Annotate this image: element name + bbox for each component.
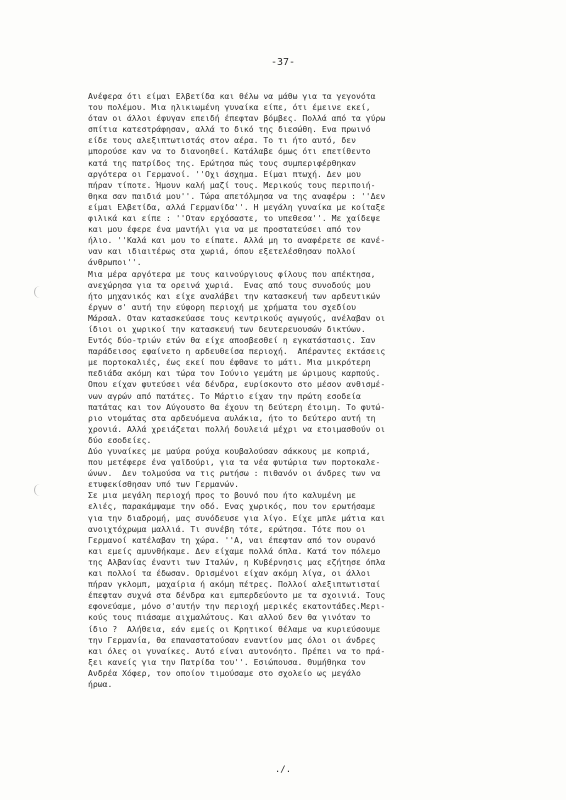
text-line: πήραν γκλομπ, μαχαίρια ή ακόμη πέτρες. Πολλοί αλεξιπτωτισταί	[88, 579, 381, 590]
text-line: πατάτας και τον Αύγουστο θα έχουν τη δεύτερη έτοιμη. Το φυτώ-	[88, 401, 386, 412]
text-line: ετυφεκίσθησαν υπό των Γερμανών.	[88, 479, 240, 490]
text-line: κατά της πατρίδος της. Ερώτησα πώς τους συμπεριφέρθηκαν	[88, 157, 357, 168]
text-line: και μου έφερε ένα μαντήλι για να με προστατεύσει από τον	[88, 224, 361, 235]
text-line: του πολέμου. Μια ηλικιωμένη γυναίκα είπε, ότι έμεινε εκεί,	[88, 102, 371, 113]
text-line: και πολλοί τα έδωσαν. Ορισμένοι είχαν ακόμη λίγα, οι άλλοι	[88, 568, 371, 579]
text-line: νων αγρών από πατάτες. Το Μάρτιο είχαν την πρώτη εσοδεία	[88, 390, 361, 401]
text-line: ήλιο. ''Καλά και μου το είπατε. Αλλά μη το αναφέρετε σε κανέ-	[88, 235, 386, 246]
text-line: ναν και ιδιαιτέρως στα χωριά, όπου εξετελέσθησαν πολλοί	[88, 246, 357, 257]
text-line: Εντός δύο-τριών ετών θα είχε αποσβεσθεί η εγκατάστασις. Σαν	[88, 335, 376, 346]
text-line: όταν οι άλλοι έφυγαν επειδή έπεφταν βόμβες. Πολλά από τα γύρω	[88, 113, 386, 124]
text-line: ξει κανείς για την Πατρίδα του''. Εσιώπουσα. Θυμήθηκα τον	[88, 656, 366, 667]
text-line: για την διαδρομή, μας συνόδευσε για λίγο. Είχε μπλε μάτια και	[88, 512, 386, 523]
text-line: πήραν τίποτε. Ήμουν καλή μαζί τους. Μερικούς τους περιποιή-	[88, 179, 376, 190]
text-line: άνθρωποι''.	[88, 257, 142, 268]
continuation-mark: ./.	[274, 765, 292, 775]
text-line: έργων σ' αυτή την εύφορη περιοχή με χρήματα του σχεδίου	[88, 301, 357, 312]
text-line: ήτο μηχανικός και είχε αναλάβει την κατασκευή των αρδευτικών	[88, 290, 381, 301]
text-line: ώνων. Δεν τολμούσα να τις ρωτήσω : πιθανόν οι άνδρες των να	[88, 468, 381, 479]
text-line: και εμείς αμυνθήκαμε. Δεν είχαμε πολλά όπλα. Κατά τον πόλεμο	[88, 545, 381, 556]
text-line: και όλες οι γυναίκες. Αυτό είναι αυτονόητο. Πρέπει να το πρά-	[88, 645, 386, 656]
text-line: εφονεύαμε, μόνο σ'αυτήν την περιοχή μερικές εκατοντάδες.Μερι-	[88, 601, 386, 612]
text-line: που μετέφερε ένα γαϊδούρι, για τα νέα φυτώρια των πορτοκαλε-	[88, 457, 381, 468]
margin-pencil-mark	[34, 286, 53, 298]
text-line: δύο εσοδείες.	[88, 434, 152, 445]
margin-pencil-mark	[34, 484, 53, 496]
text-line: Ανδρέα Χόφερ, τον οποίον τιμούσαμε στο σχολείο ως μεγάλο	[88, 667, 361, 678]
page-number: -37-	[270, 57, 296, 68]
text-line: ανεχώρησα για τα ορεινά χωριά. Ενας από τους συνοδούς μου	[88, 279, 371, 290]
text-line: έπεφταν συχνά στα δένδρα και εμπερδεύοντο με τα σχοινιά. Τους	[88, 590, 386, 601]
text-line: ίδιο ? Αλήθεια, εάν εμείς οι Κρητικοί θέλαμε να κυριεύσουμε	[88, 623, 381, 634]
text-line: ίδιοι οι χωρικοί την κατασκευή των δευτερευουσών δικτύων.	[88, 323, 366, 334]
text-line: της Αλβανίας έναντι των Ιταλών, η Κυβέρνησις μας εζήτησε όπλα	[88, 556, 386, 567]
text-line: παράδεισος εφαίνετο η αρδευθείσα περιοχή. Απέραντες εκτάσεις	[88, 346, 386, 357]
text-line: ανοιχτόχρωμα μαλλιά. Τι συνέβη τότε, ερώτησα. Τότε που οι	[88, 523, 366, 534]
text-line: Δύο γυναίκες με μαύρα ρούχα κουβαλούσαν σάκκους με κοπριά,	[88, 446, 371, 456]
text-line: Ανέφερα ότι είμαι Ελβετίδα και θέλω να μάθω για τα γεγονότα	[88, 91, 376, 101]
text-line: με πορτοκαλιές, έως εκεί που έφθανε το μάτι. Μια μικρότερη	[88, 357, 371, 368]
text-line: κούς τους πιάσαμε αιχμαλώτους. Και αλλού δεν θα γινόταν το	[88, 612, 371, 623]
text-line: φιλικά και είπε : ''Οταν ερχόσαστε, το υπεθεσα''. Με χαίδεψε	[88, 213, 381, 224]
text-line: μπορούσε καν να το διανοηθεί. Κατάλαβε όμως ότι επετίθεντο	[88, 146, 371, 157]
text-line: Μάρσαλ. Οταν κατασκεύασε τους κεντρικούς αγωγούς, ανέλαβαν οι	[88, 312, 386, 323]
text-line: Μια μέρα αργότερα με τους καινούργιους φίλους που απέκτησα,	[88, 268, 376, 279]
text-line: Σε μια μεγάλη περιοχή προς το βουνό που ήτο καλυμένη με	[88, 490, 357, 501]
text-line: σπίτια κατεστράφησαν, αλλά το δικό της διεσώθη. Ενα πρωινό	[88, 124, 371, 135]
text-line: ριο ντομάτας στα αρδευόμενα αυλάκια, ήτο το δεύτερο αυτή τη	[88, 412, 376, 423]
text-line: ήρωα.	[88, 678, 113, 689]
text-line: Γερμανοί κατέλαβαν τη χώρα. ''Α, ναι έπεφταν από τον ουρανό	[88, 534, 376, 545]
text-line: είμαι Ελβετίδα, αλλά Γερμανίδα''. Η μεγάλη γυναίκα με κοίταξε	[88, 201, 386, 212]
text-line: χρονιά. Αλλά χρειάζεται πολλή δουλειά μέχρι να ετοιμασθούν οι	[88, 423, 386, 434]
text-line: πεδιάδα ακόμη και τώρα τον Ιούνιο γεμάτη με ώριμους καρπούς.	[88, 368, 381, 379]
text-line: θηκα σαν παιδιά μου''. Τώρα απετόλμησα να της αναφέρω : ''Δεν	[88, 190, 386, 201]
text-line: Οπου είχαν φυτεύσει νέα δένδρα, ευρίσκοντο στο μέσον ανθισμέ-	[88, 379, 386, 390]
text-line: ελιές, παρακάμψαμε την οδό. Ενας χωρικός, που τον ερωτήσαμε	[88, 501, 376, 512]
text-line: είδε τους αλεξιπτωτιστάς στον αέρα. Το τι ήτο αυτό, δεν	[88, 135, 357, 146]
text-line: την Γερμανία, θα επαναστατούσαν εναντίον μας όλοι οι άνδρες	[88, 634, 376, 645]
text-line: αργότερα οι Γερμανοί. ''Οχι άσχημα. Είμαι πτωχή. Δεν μου	[88, 168, 361, 179]
typewritten-body-text	[88, 91, 508, 690]
